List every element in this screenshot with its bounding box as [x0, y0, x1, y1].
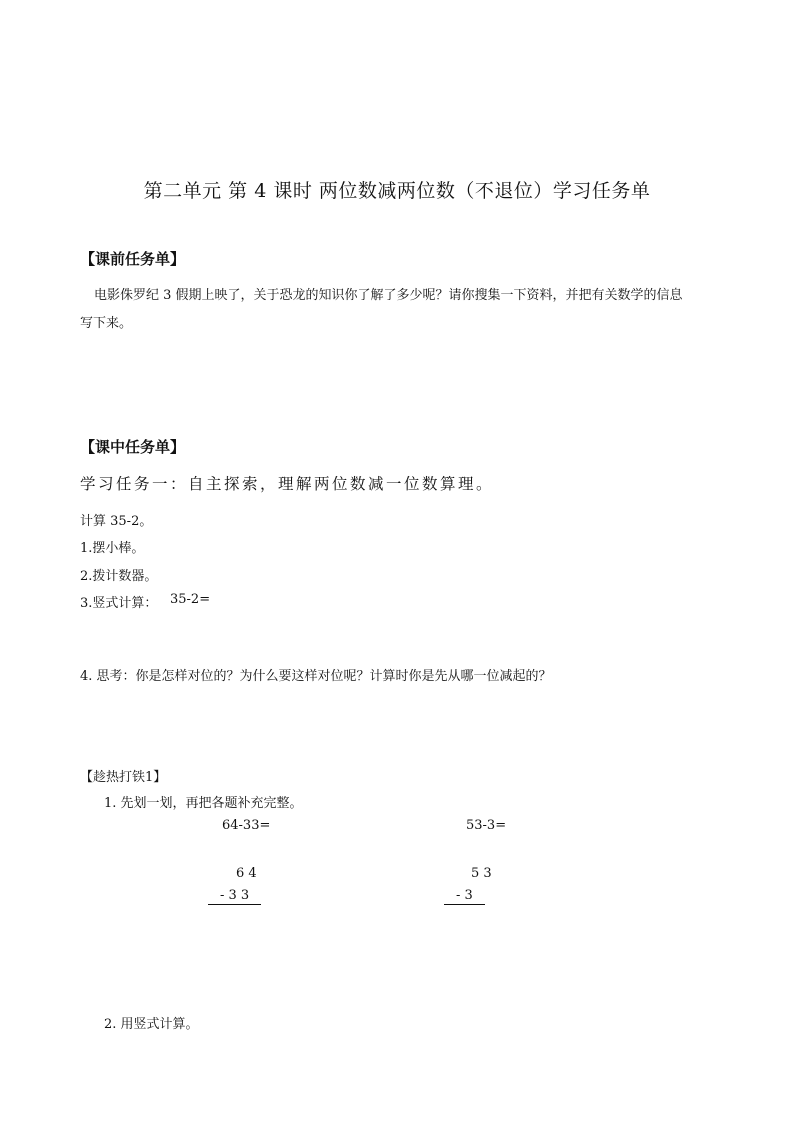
page-title: 第二单元 第 4 课时 两位数减两位数（不退位）学习任务单: [143, 180, 651, 202]
task1-title: 学习任务一：自主探索，理解两位数减一位数算理。: [80, 475, 495, 493]
problem-1-subtrahend: - 3 3: [208, 888, 261, 905]
problem-1-expression: 64-33=: [222, 818, 271, 833]
step-3-expression: 35-2=: [170, 592, 211, 607]
problem-2-subtrahend: - 3: [444, 888, 485, 905]
step-1: 1.摆小棒。: [80, 541, 145, 556]
pre-class-text-line1: 电影侏罗纪 3 假期上映了，关于恐龙的知识你了解了多少呢？请你搜集一下资料，并把有关数学的信息: [94, 288, 683, 303]
practice-question-1: 1. 先划一划，再把各题补充完整。: [104, 796, 303, 811]
pre-class-heading: 【课前任务单】: [80, 250, 186, 268]
problem-2-minuend: 5 3: [471, 866, 492, 881]
practice-question-2: 2. 用竖式计算。: [104, 1017, 199, 1032]
step-4-question: 4. 思考：你是怎样对位的？为什么要这样对位呢？计算时你是先从哪一位减起的？: [80, 669, 552, 684]
calc-prompt: 计算 35-2。: [80, 514, 153, 529]
pre-class-text-line2: 写下来。: [80, 316, 133, 331]
problem-1-minuend: 6 4: [236, 866, 257, 881]
practice-heading: 【趁热打铁1】: [80, 770, 167, 785]
step-2: 2.拨计数器。: [80, 569, 158, 584]
in-class-heading: 【课中任务单】: [80, 438, 186, 456]
step-3-label: 3.竖式计算：: [80, 596, 158, 611]
problem-2-expression: 53-3=: [466, 818, 507, 833]
